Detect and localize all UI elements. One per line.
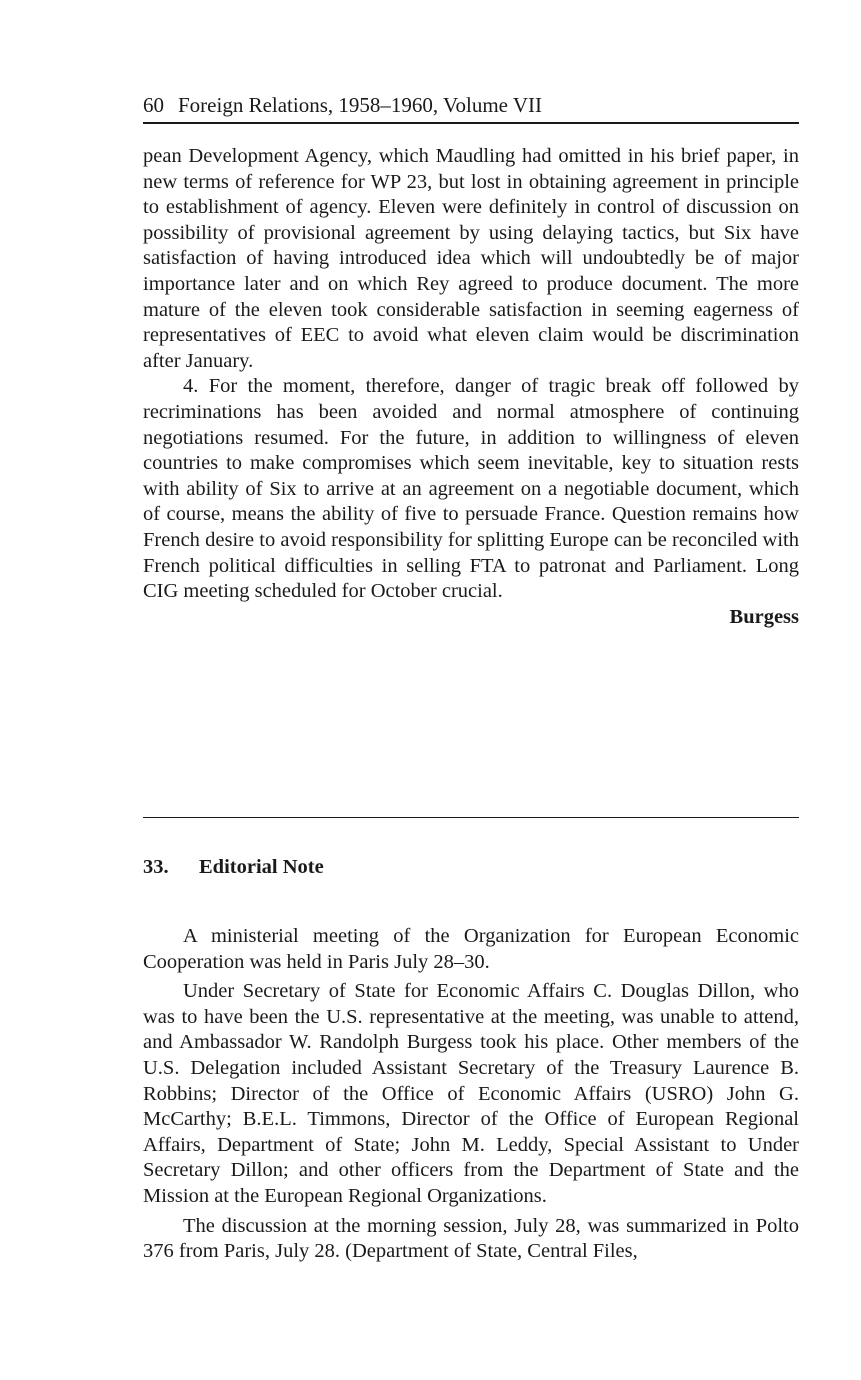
paragraph: The discussion at the morning session, July 28, was summarized in Polto 376 from Paris, July 28. (Department of State, Central Files,	[143, 1214, 799, 1263]
paragraph: Under Secretary of State for Economic Affairs C. Douglas Dillon, who was to have been the U.S. representative at the meeting, was unable to attend, and Ambassador W. Randolph Burgess took his place. Other members of the U.S. Delegation included Assistant Secretary of the Treasury Laurence B. Robbins; Director of the Office of Economic Affairs (USRO) John G. McCarthy; B.E.L. Timmons, Director of the Office of European Regional Affairs, Department of State; John M. Leddy, Special Assistant to Under Secretary Dillon; and other officers from the Department of State and the Mission at the European Regional Organizations.	[143, 980, 799, 1207]
editorial-note-text	[143, 924, 799, 1269]
document-title: Editorial Note	[199, 856, 324, 878]
paragraph: pean Development Agency, which Maudling had omitted in his brief paper, in new terms of reference for WP 23, but lost in obtaining agreement in principle to establishment of agency. Eleven were definitely in control of discussion on possibility of provisional agreement by using delaying tactics, but Six have satisfaction of having introduced idea which will undoubtedly be of major importance later and on which Rey agreed to produce document. The more mature of the eleven took considerable satisfaction in seeming eagerness of representatives of EEC to avoid what eleven claim would be discrimination after January.	[143, 145, 799, 372]
running-title: Foreign Relations, 1958–1960, Volume VII	[178, 93, 542, 117]
document-heading	[143, 853, 324, 881]
signature: Burgess	[729, 605, 799, 628]
page-body	[143, 90, 799, 630]
section-divider	[143, 817, 799, 818]
document-number: 33.	[143, 856, 169, 878]
running-head	[143, 90, 799, 124]
continued-telegram-text	[143, 144, 799, 630]
paragraph: A ministerial meeting of the Organization for European Economic Cooperation was held in Paris July 28–30.	[143, 925, 799, 973]
paragraph: 4. For the moment, therefore, danger of tragic break off followed by recriminations has been avoided and normal atmosphere of continuing negotiations resumed. For the future, in addition to willingness of eleven countries to make compromises which seem inevitable, key to situation rests with ability of Six to arrive at an agreement on a negotiable document, which of course, means the ability of five to persuade France. Question remains how French desire to avoid responsibility for splitting Europe can be reconciled with French political difficulties in selling FTA to patronat and Parliament. Long CIG meeting scheduled for October crucial.	[143, 375, 799, 603]
page-number: 60	[143, 93, 164, 117]
